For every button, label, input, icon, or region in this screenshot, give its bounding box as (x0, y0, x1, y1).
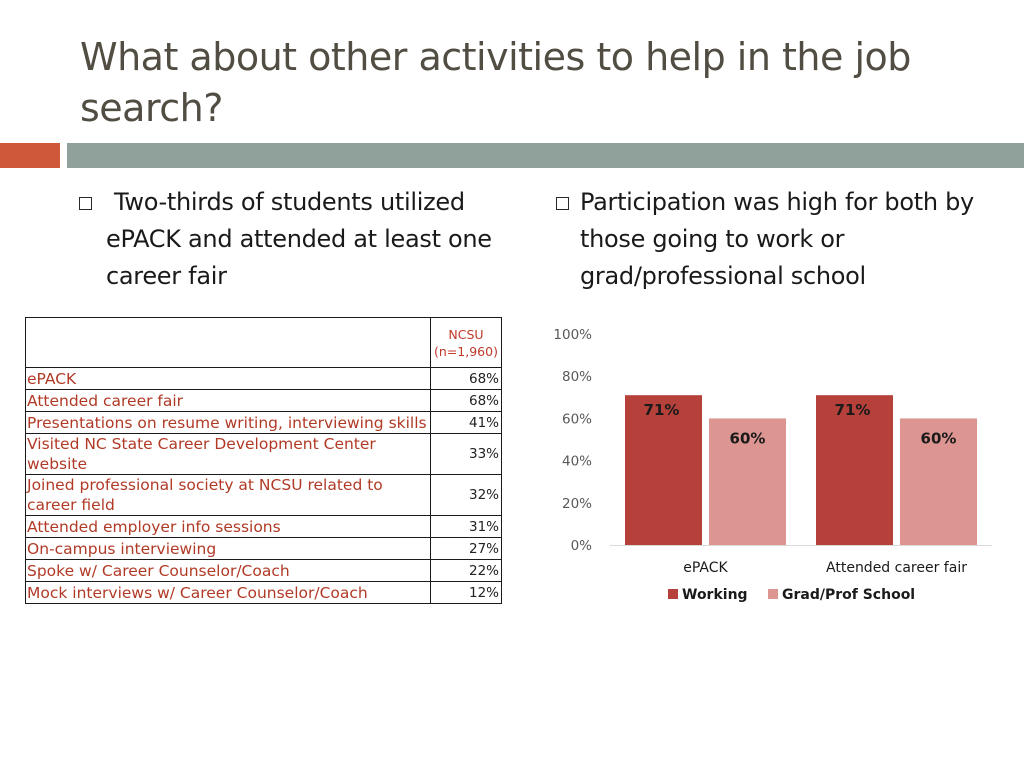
bullet-left-text: Two-thirds of students utilized ePACK and attended at least one career fair (106, 188, 492, 290)
table-row-label: Presentations on resume writing, interviewing skills (26, 412, 431, 434)
table-row-label: ePACK (26, 368, 431, 390)
legend-label: Grad/Prof School (782, 587, 916, 603)
x-tick-label: Attended career fair (826, 560, 967, 576)
legend-label: Working (682, 587, 748, 603)
table-row-value: 27% (431, 538, 502, 560)
bullet-right (580, 184, 1000, 295)
table-row-value: 68% (431, 368, 502, 390)
table-row-value: 22% (431, 560, 502, 582)
table-row-value: 31% (431, 516, 502, 538)
table-row-value: 33% (431, 434, 502, 475)
table-row-label: Mock interviews w/ Career Counselor/Coach (26, 582, 431, 604)
table-header-row (26, 318, 502, 368)
table-row-label: On-campus interviewing (26, 538, 431, 560)
table-row-label: Attended career fair (26, 390, 431, 412)
table-row (26, 582, 502, 604)
bullet-right-text: Participation was high for both by those going to work or grad/professional school (580, 188, 974, 290)
table-header-line1: NCSU (448, 326, 484, 342)
data-label: 60% (920, 429, 957, 448)
table-row-value: 12% (431, 582, 502, 604)
table-row-value: 41% (431, 412, 502, 434)
bullet-square-icon (79, 197, 92, 210)
data-label: 71% (643, 401, 680, 420)
participation-bar-chart (540, 318, 1010, 618)
legend-swatch (668, 589, 678, 599)
slide-title: What about other activities to help in the job search? (80, 35, 911, 130)
activities-table (25, 317, 502, 604)
accent-bar-orange (0, 143, 60, 168)
table-row (26, 560, 502, 582)
table-header-line2: (n=1,960) (434, 343, 498, 359)
table-row-label: Joined professional society at NCSU related to career field (26, 475, 431, 516)
y-tick-label: 100% (553, 327, 592, 343)
legend-swatch (768, 589, 778, 599)
table-row (26, 368, 502, 390)
table-row (26, 390, 502, 412)
bullet-left (106, 184, 516, 295)
x-tick-label: ePACK (683, 560, 728, 576)
table-row (26, 434, 502, 475)
y-tick-label: 80% (561, 369, 592, 386)
table-row-label: Visited NC State Career Development Center website (26, 434, 431, 475)
y-tick-label: 60% (561, 411, 592, 428)
table-header-label (26, 318, 431, 368)
table-row-label: Spoke w/ Career Counselor/Coach (26, 560, 431, 582)
table-header-ncsu (431, 318, 502, 368)
y-tick-label: 40% (561, 453, 592, 470)
y-tick-label: 20% (561, 495, 592, 512)
accent-bar-gray (67, 143, 1024, 168)
table-row (26, 475, 502, 516)
bullet-square-icon (556, 197, 569, 210)
data-label: 60% (729, 429, 766, 448)
table-row (26, 538, 502, 560)
table-row (26, 412, 502, 434)
table-row-label: Attended employer info sessions (26, 516, 431, 538)
table-row (26, 516, 502, 538)
table-row-value: 32% (431, 475, 502, 516)
data-label: 71% (834, 401, 871, 420)
y-tick-label: 0% (570, 538, 592, 554)
table-row-value: 68% (431, 390, 502, 412)
